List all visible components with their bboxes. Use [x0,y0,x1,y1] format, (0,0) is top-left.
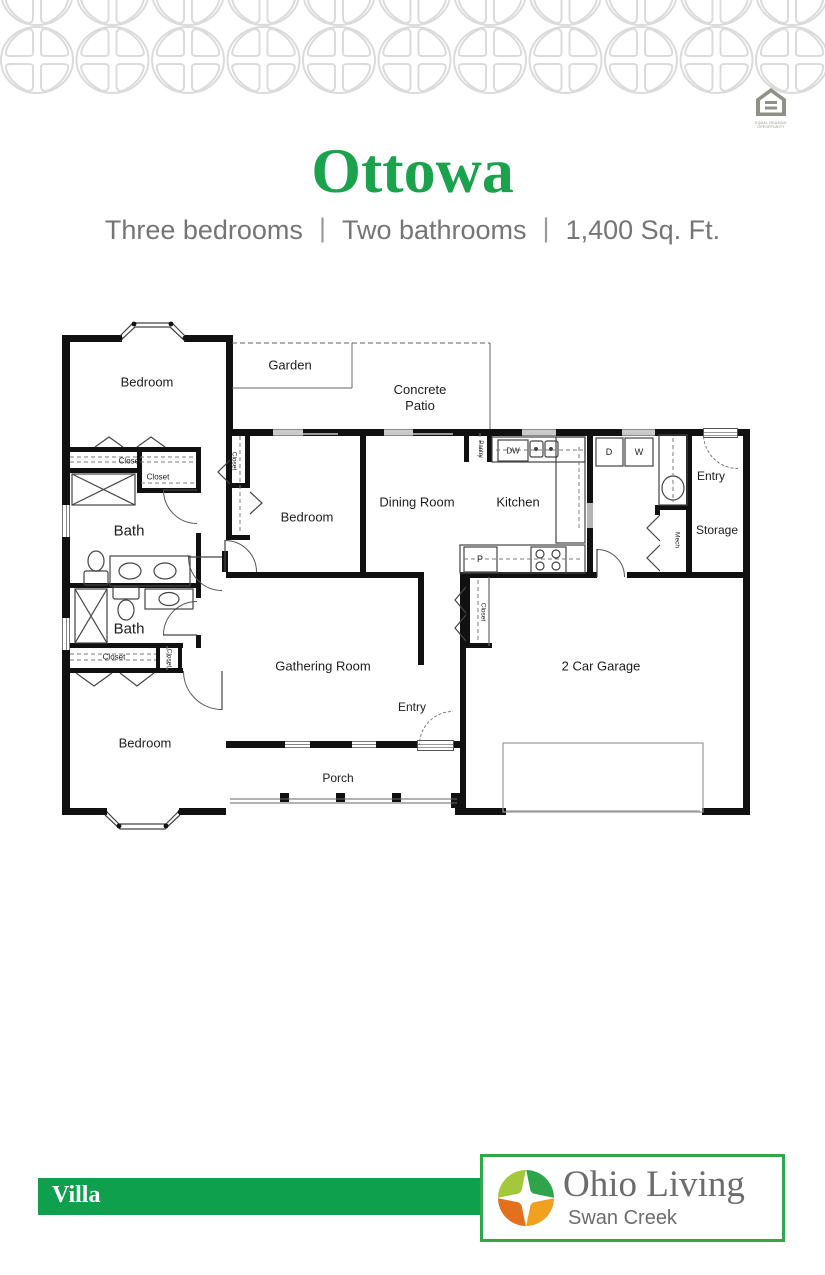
wall [226,483,250,488]
closet-label: Closet [165,648,173,668]
room-label-kitchen: Kitchen [496,494,540,510]
wall [245,433,250,483]
plan-type-label: Villa [52,1182,101,1208]
bedrooms-text: Three bedrooms [104,215,303,245]
closet-label: Closet [102,652,126,662]
wall [465,643,492,648]
wall-opening [587,503,593,528]
room-label-garage: 2 Car Garage [561,658,641,674]
wall [62,335,70,815]
wall [62,583,196,588]
ohio-living-logo [480,1154,785,1242]
wall [655,505,690,510]
closet-label: Closet [118,456,142,466]
pantry-label: Pantry [477,440,483,458]
logo-name: Ohio Living [563,1164,745,1205]
room-label-porch: Porch [322,771,354,785]
room-label-bedroom-mid: Bedroom [280,509,334,525]
window [622,429,655,436]
wall [179,808,226,815]
wall [226,572,422,578]
room-label-entry-bottom: Entry [397,700,427,714]
closet-label: Closet [146,472,170,482]
wall [686,429,692,577]
page-title: Ottowa [311,135,514,206]
room-label-dining: Dining Room [379,494,455,510]
wall [226,535,250,540]
window [384,429,413,436]
wall [62,808,107,815]
bathrooms-text: Two bathrooms [341,215,527,245]
wall [226,335,233,436]
eho-caption: EQUAL HOUSING OPPORTUNITY [755,121,787,130]
closet-label: Closet [230,451,238,471]
window [62,505,70,537]
dryer-label: D [605,447,613,457]
wall [454,741,466,748]
wall [62,447,201,452]
wall [137,447,142,493]
wall [62,668,183,673]
room-label-bath-upper: Bath [113,522,145,540]
room-label-entry-top: Entry [696,469,726,483]
sqft-text: 1,400 Sq. Ft. [565,215,721,245]
window [273,429,303,436]
window [352,741,376,748]
window [62,618,70,650]
washer-label: W [634,447,644,457]
window [522,429,556,436]
wall [465,577,470,648]
plan-type-banner [38,1178,480,1215]
room-label-bedroom-bl: Bedroom [118,735,172,751]
pantry-cabinet-label: P [476,554,484,564]
wall [62,335,122,342]
wall [464,429,469,462]
wall [460,572,597,578]
door-arc [183,632,261,710]
wall [196,447,201,492]
ohio-living-logo-mark [495,1167,557,1229]
room-label-bath-lower: Bath [113,620,145,638]
room-label-bedroom-tl: Bedroom [120,374,174,390]
wall [178,643,182,673]
mech-label: Mech [673,532,681,548]
wall [156,643,160,673]
room-label-storage: Storage [695,523,739,537]
window [285,741,310,748]
logo-location: Swan Creek [568,1207,677,1229]
dishwasher-label: DW [506,446,520,456]
patio-edge-line [413,433,453,435]
wall [226,741,418,748]
wall [184,335,232,342]
separator: | [318,213,326,243]
wall [655,505,660,515]
separator: | [542,213,550,243]
closet-label: Closet [479,602,487,622]
patio-edge-line [303,433,338,435]
wall [418,572,424,665]
wall [62,468,142,473]
room-label-concrete-patio: Concrete Patio [393,381,447,413]
wall [487,429,492,462]
wall [702,808,750,815]
wall [360,429,366,578]
wall [743,429,750,815]
room-label-garden: Garden [268,357,312,373]
wall [62,643,183,648]
wall [196,635,201,648]
wall [627,572,744,578]
room-label-gathering: Gathering Room [275,658,371,674]
